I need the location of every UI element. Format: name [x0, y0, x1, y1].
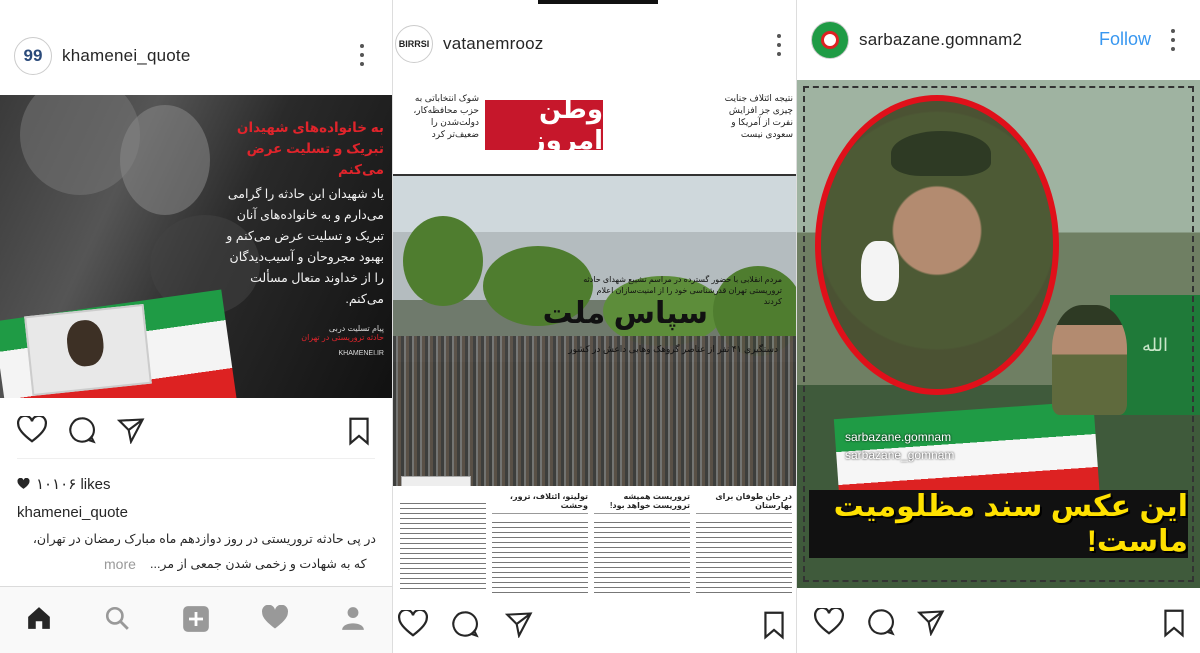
post-image[interactable]	[0, 95, 392, 398]
post-image-newspaper[interactable]	[393, 84, 796, 596]
post-actions	[797, 594, 1200, 650]
more-options-icon[interactable]	[769, 30, 789, 60]
username[interactable]: khamenei_quote	[62, 46, 191, 65]
username[interactable]: vatanemrooz	[443, 34, 544, 53]
more-options-icon[interactable]	[1163, 25, 1183, 55]
bottom-navigation	[0, 586, 392, 653]
martyr-portrait	[24, 304, 152, 396]
comment-icon[interactable]	[68, 416, 96, 444]
caption-text: در پی حادثه تروریستی در روز دوازدهم ماه مبارک رمضان در تهران،	[32, 532, 376, 546]
avatar[interactable]	[395, 25, 433, 63]
caption-text-line2: که به شهادت و زخمی شدن جمعی از مر...	[150, 557, 367, 571]
masthead-right-story: نتیجه ائتلاف جنایت چیزی جز افزایش نفرت از آمریکا و سعودی نیست	[724, 93, 793, 139]
avatar-emblem-icon	[821, 31, 839, 49]
quote-logo: KHAMENEI.IR	[338, 350, 384, 357]
post-sarbazane-gomnam	[796, 0, 1200, 653]
instagram-handle: sarbazane.gomnam	[845, 430, 952, 444]
post-actions	[0, 402, 392, 458]
share-icon[interactable]	[505, 610, 533, 638]
more-link[interactable]: more	[104, 556, 136, 572]
username[interactable]: sarbazane.gomnam2	[859, 30, 1023, 49]
quote-title: به خانواده‌های شهیدان تبریک و تسلیت عرض می‌کنم	[236, 120, 384, 177]
quote-body: یاد شهیدان این حادثه را گرامی می‌دارم و به خانواده‌های آنان تبریک و تسلیت عرض می‌کنم و بهبود مجروحان و آسیب‌دیدگان را از خداوند متعال مسألت می‌کنم.	[226, 187, 384, 306]
telegram-handle: sarbazane_gomnam	[845, 448, 955, 462]
bookmark-icon[interactable]	[348, 416, 370, 446]
green-flag: الله	[1110, 295, 1200, 415]
post-actions	[393, 596, 796, 652]
post-image[interactable]	[797, 80, 1200, 588]
heart-icon[interactable]	[398, 610, 428, 638]
home-icon[interactable]	[26, 605, 52, 631]
post-header	[0, 16, 392, 96]
newspaper-headline: سپاس ملت	[542, 297, 708, 330]
avatar[interactable]	[14, 37, 52, 75]
heart-icon[interactable]	[17, 416, 47, 444]
share-icon[interactable]	[917, 608, 945, 636]
quote-source-event: حادثه تروریستی در تهران	[301, 333, 384, 342]
column-title: در خان طوفان برای بهارستان	[696, 492, 792, 514]
post-header	[797, 0, 1200, 80]
bookmark-icon[interactable]	[763, 610, 785, 640]
caption-username[interactable]: khamenei_quote	[17, 504, 128, 521]
newspaper-logo: وطن امروز	[485, 100, 603, 150]
front-page-photo	[393, 176, 796, 486]
share-icon[interactable]	[117, 416, 145, 444]
post-vatanemrooz	[392, 0, 796, 653]
heart-filled-icon	[17, 478, 30, 490]
caption-banner: این عکس سند مظلومیت ماست!	[809, 490, 1188, 558]
newspaper-columns	[393, 486, 796, 596]
column-title: تروریست همیشه تروریست خواهد بود!	[594, 492, 690, 514]
heart-icon[interactable]	[814, 608, 844, 636]
headline-kicker: مردم انقلابی با حضور گسترده در مراسم تشییع شهدای حادثه تروریستی تهران قدرشناسی خود را از امنیت‌سازان اعلام کردند	[583, 275, 782, 306]
post-header	[393, 4, 796, 84]
post-khamenei-quote	[0, 0, 392, 653]
profile-icon[interactable]	[340, 605, 366, 631]
likes-count[interactable]	[17, 475, 110, 493]
masthead-left-story: شوک انتخاباتی به حزب محافظه‌کار، دولت‌شدن را ضعیف‌تر کرد	[413, 93, 479, 139]
likes-label: ۱۰۱۰۶ likes	[36, 476, 111, 493]
comment-icon[interactable]	[867, 608, 895, 636]
crowd	[393, 336, 796, 486]
avatar-logo-icon: BIRRSI	[398, 39, 430, 49]
newspaper-masthead	[393, 84, 796, 176]
avatar[interactable]	[811, 21, 849, 59]
add-post-icon[interactable]	[182, 605, 210, 633]
follow-button[interactable]: Follow	[1099, 29, 1152, 49]
activity-heart-icon[interactable]	[261, 605, 289, 631]
quote-overlay	[219, 117, 384, 357]
comment-icon[interactable]	[451, 610, 479, 638]
newspaper-subheadline: دستگیری ۴۱ نفر از عناصر گروهک وهابی داعش در کشور	[568, 344, 778, 354]
column-title: توليتو، ائتلاف، ترور، وحشت	[492, 492, 588, 514]
bookmark-icon[interactable]	[1163, 608, 1185, 638]
search-icon[interactable]	[104, 605, 130, 631]
more-options-icon[interactable]	[352, 40, 372, 70]
quote-source: پیام تسلیت دربی	[328, 324, 384, 333]
avatar-logo-icon: 99	[23, 46, 43, 65]
